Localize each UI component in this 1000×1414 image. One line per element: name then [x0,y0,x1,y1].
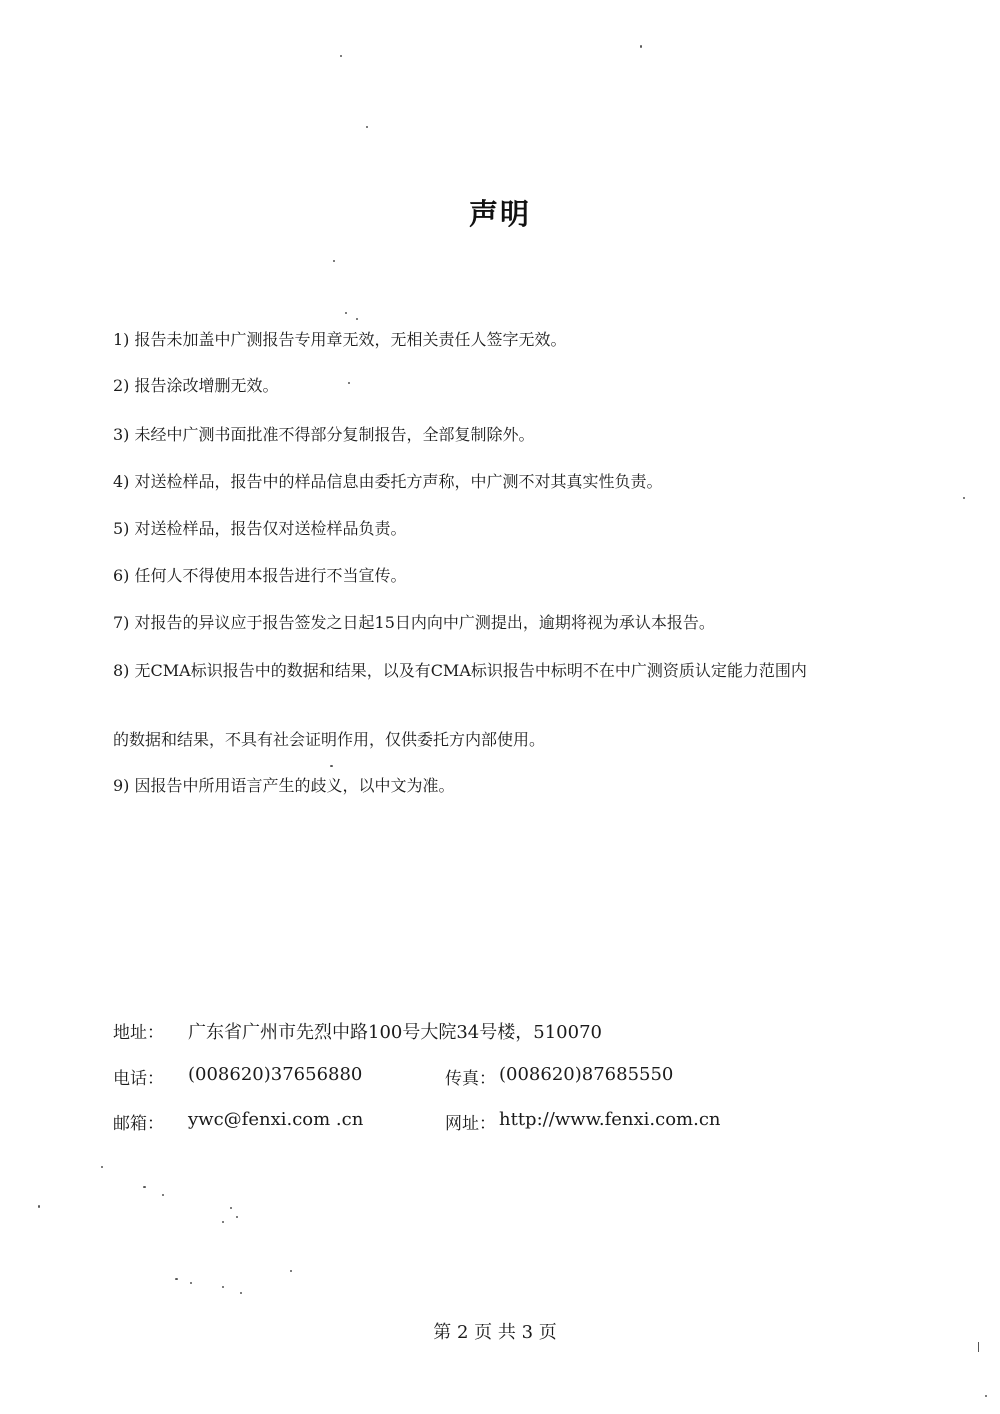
website-value: http://www.fenxi.com.cn [499,1109,721,1130]
statement-3: 3) 未经中广测书面批准不得部分复制报告，全部复制除外。 [113,425,535,444]
email-value: ywc@fenxi.com .cn [188,1109,364,1130]
statement-1: 1) 报告未加盖中广测报告专用章无效，无相关责任人签字无效。 [113,330,567,349]
statement-9: 9) 因报告中所用语言产生的歧义，以中文为准。 [113,776,455,795]
statement-4: 4) 对送检样品，报告中的样品信息由委托方声称，中广测不对其真实性负责。 [113,472,663,491]
page-title: 声明 [468,197,531,231]
statement-2: 2) 报告涂改增删无效。 [113,376,279,395]
statement-6: 6) 任何人不得使用本报告进行不当宣传。 [113,566,407,585]
phone-label: 电话： [113,1069,164,1089]
address-value: 广东省广州市先烈中路100号大院34号楼，510070 [188,1022,602,1043]
website-label: 网址： [445,1114,496,1134]
statement-8-continuation: 的数据和结果，不具有社会证明作用，仅供委托方内部使用。 [113,730,546,749]
fax-value: (008620)87685550 [499,1064,674,1085]
email-label: 邮箱： [113,1114,164,1134]
fax-label: 传真： [445,1069,496,1089]
phone-value: (008620)37656880 [188,1064,363,1085]
statement-7: 7) 对报告的异议应于报告签发之日起15日内向中广测提出，逾期将视为承认本报告。 [113,613,715,632]
page-indicator: 第 2 页 共 3 页 [433,1322,557,1343]
statement-8: 8) 无CMA标识报告中的数据和结果，以及有CMA标识报告中标明不在中广测资质认定能力范围内 [113,661,807,680]
statement-5: 5) 对送检样品，报告仅对送检样品负责。 [113,519,407,538]
address-label: 地址： [113,1023,164,1043]
